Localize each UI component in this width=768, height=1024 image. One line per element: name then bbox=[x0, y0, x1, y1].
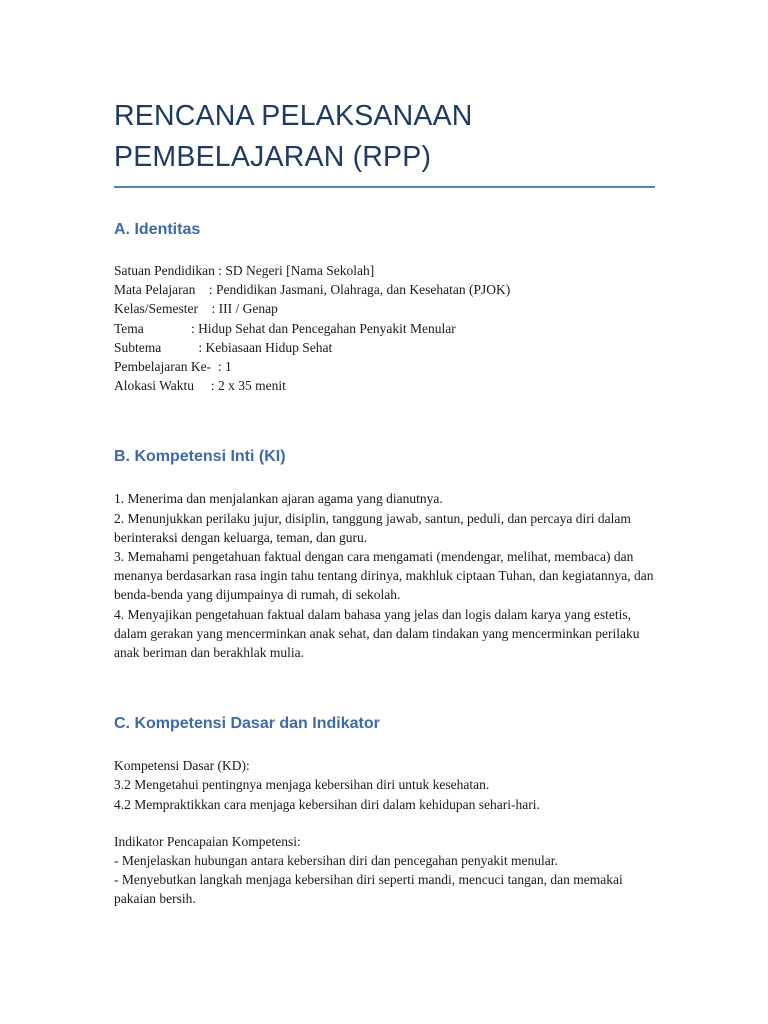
identitas-label: Mata Pelajaran bbox=[114, 282, 209, 298]
identitas-value: : 2 x 35 menit bbox=[210, 378, 286, 394]
document-title bbox=[114, 96, 656, 178]
kompetensi-dasar-list bbox=[114, 756, 656, 908]
indikator-label: Indikator Pencapaian Kompetensi: bbox=[114, 833, 301, 849]
identitas-row-pembelajaran bbox=[114, 357, 656, 376]
spacer bbox=[114, 814, 656, 832]
kompetensi-inti-list bbox=[114, 489, 656, 662]
ki-item-4: 4. Menyajikan pengetahuan faktual dalam bahasa yang jelas dan logis dalam karya yang estetis, dalam gerakan yang mencerminkan anak sehat, dan dalam tindakan yang mencerminkan perilaku anak beriman dan berakhlak mulia. bbox=[114, 606, 640, 661]
identitas-label: Alokasi Waktu bbox=[114, 378, 211, 394]
identitas-label: Pembelajaran Ke- bbox=[114, 359, 218, 375]
identitas-row-mapel bbox=[114, 280, 656, 299]
identitas-row-subtema bbox=[114, 338, 656, 357]
identitas-value: : Kebiasaan Hidup Sehat bbox=[198, 339, 333, 355]
identitas-row-satuan bbox=[114, 261, 656, 280]
section-heading-kompetensi-inti: B. Kompetensi Inti (KI) bbox=[114, 448, 286, 466]
identitas-value: : Hidup Sehat dan Pencegahan Penyakit Menular bbox=[191, 320, 456, 336]
identitas-row-kelas bbox=[114, 299, 656, 318]
identitas-value: : 1 bbox=[217, 359, 232, 375]
ki-item-1: 1. Menerima dan menjalankan ajaran agama yang dianutnya. bbox=[114, 491, 443, 507]
identitas-label: Kelas/Semester bbox=[114, 301, 212, 317]
identitas-row-alokasi bbox=[114, 376, 656, 395]
identitas-label: Satuan Pendidikan bbox=[114, 263, 219, 278]
ki-item-3: 3. Memahami pengetahuan faktual dengan cara mengamati (mendengar, melihat, membaca) dan menanya berdasarkan rasa ingin tahu tentang dirinya, makhluk ciptaan Tuhan, dan kegiatannya, dan benda-benda yang dijumpainya di rumah, di sekolah. bbox=[114, 549, 654, 603]
ki-item-2: 2. Menunjukkan perilaku jujur, disiplin, tanggung jawab, santun, peduli, dan percaya diri dalam berinteraksi dengan keluarga, teman, dan guru. bbox=[114, 510, 631, 545]
identitas-value: : Pendidikan Jasmani, Olahraga, dan Kesehatan (PJOK) bbox=[208, 282, 511, 298]
kd-item-2: 4.2 Mempraktikkan cara menjaga kebersihan diri dalam kehidupan sehari-hari. bbox=[114, 796, 540, 812]
identitas-list bbox=[114, 261, 656, 395]
title-line-2: PEMBELAJARAN (RPP) bbox=[114, 141, 432, 173]
identitas-label: Subtema bbox=[114, 339, 199, 355]
identitas-value: : III / Genap bbox=[211, 301, 278, 317]
indikator-item-2: - Menyebutkan langkah menjaga kebersihan diri seperti mandi, mencuci tangan, dan memakai pakaian bersih. bbox=[114, 872, 623, 907]
kd-item-1: 3.2 Mengetahui pentingnya menjaga kebersihan diri untuk kesehatan. bbox=[114, 777, 490, 793]
kd-label: Kompetensi Dasar (KD): bbox=[114, 758, 250, 774]
document-content bbox=[114, 96, 656, 909]
section-heading-identitas: A. Identitas bbox=[114, 221, 201, 238]
indikator-item-1: - Menjelaskan hubungan antara kebersihan diri dan pencegahan penyakit menular. bbox=[114, 853, 558, 869]
title-line-1: RENCANA PELAKSANAAN bbox=[114, 100, 473, 132]
identitas-row-tema bbox=[114, 319, 656, 338]
title-divider bbox=[114, 186, 655, 188]
section-heading-kompetensi-dasar: C. Kompetensi Dasar dan Indikator bbox=[114, 715, 380, 733]
identitas-value: : SD Negeri [Nama Sekolah] bbox=[218, 263, 375, 278]
identitas-label: Tema bbox=[114, 320, 192, 336]
